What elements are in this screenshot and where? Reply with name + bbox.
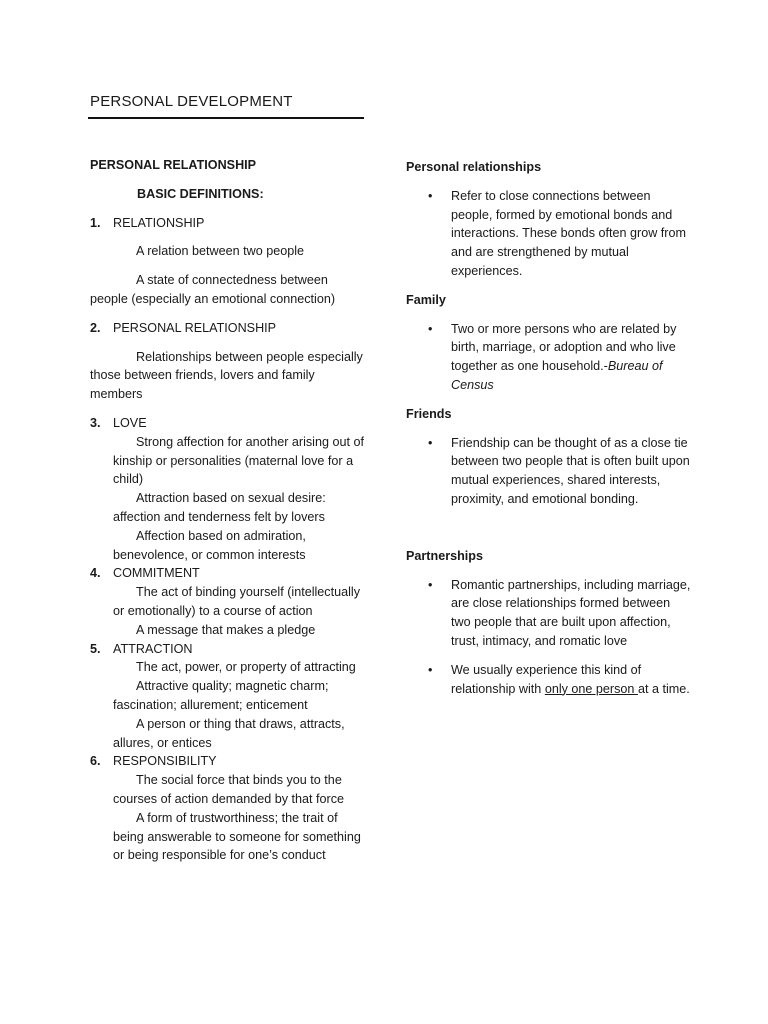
bullet-icon: •: [428, 321, 433, 336]
item-number: 2.: [90, 320, 101, 335]
definition-text: Strong affection for another arising out of kinship or personalities (maternal love for a child): [113, 434, 364, 487]
family-source: Bureau of Census: [451, 359, 663, 392]
definition-item-attraction: [90, 640, 365, 659]
definition-text: The act, power, or property of attracting: [136, 660, 356, 675]
definition-text: Attraction based on sexual desire: affection and tenderness felt by lovers: [113, 491, 326, 524]
family-definition: Two or more persons who are related by birth, marriage, or adoption and who live together as one household.-: [451, 321, 677, 374]
heading-family: Family: [406, 292, 446, 307]
definition-text: Relationships between people especially those between friends, lovers and family members: [90, 349, 363, 402]
definition-text: A state of connectedness between people (especially an emotional connection): [90, 273, 336, 306]
heading-personal-relationships: Personal relationships: [406, 160, 542, 174]
definition-text: Affection based on admiration, benevolence, or common interests: [113, 528, 306, 562]
heading-friends: Friends: [406, 406, 452, 421]
item-term: RESPONSIBILITY: [113, 754, 217, 769]
item-term: ATTRACTION: [113, 641, 193, 656]
definition-item-personal-relationship: [90, 319, 365, 338]
subsection-title: BASIC DEFINITIONS:: [137, 186, 264, 201]
bullet-item: [406, 320, 691, 395]
bullet-text: Refer to close connections between people, formed by emotional bonds and interactions. These bonds often grow from and are strengthened by mutual experiences.: [451, 188, 686, 278]
underlined-phrase: only one person: [544, 681, 638, 696]
bullet-icon: •: [428, 188, 433, 203]
definition-item-responsibility: [90, 752, 365, 771]
definition-text: The social force that binds you to the courses of action demanded by that force: [113, 773, 345, 806]
definition-item-love: [90, 414, 365, 433]
bullet-icon: •: [428, 577, 433, 592]
item-number: 1.: [90, 215, 101, 230]
definition-text: A message that makes a pledge: [136, 622, 316, 637]
bullet-item: [406, 661, 691, 699]
definition-item-relationship: [90, 214, 365, 233]
definitions-column: [90, 156, 365, 865]
bullet-item: [406, 187, 691, 281]
item-number: 6.: [90, 754, 101, 769]
bullet-text: [451, 320, 691, 395]
item-term: LOVE: [113, 415, 147, 430]
bullet-item: [406, 434, 691, 509]
item-term: PERSONAL RELATIONSHIP: [113, 320, 277, 335]
definition-text: The act of binding yourself (intellectually or emotionally) to a course of action: [113, 585, 361, 618]
relationship-types-column: [406, 158, 691, 698]
section-title: PERSONAL RELATIONSHIP: [90, 158, 257, 172]
bullet-text: Friendship can be thought of as a close tie between two people that is often built upon mutual experiences, shared interests, proximity, and emotional bonding.: [451, 435, 690, 506]
bullet-icon: •: [428, 662, 433, 677]
item-number: 4.: [90, 566, 101, 581]
bullet-icon: •: [428, 435, 433, 450]
definition-text: Attractive quality; magnetic charm; fascination; allurement; enticement: [113, 679, 329, 712]
definition-text: A relation between two people: [136, 244, 305, 259]
bullet-text-part: We usually experience this kind of relationship with: [451, 662, 642, 696]
page-title: PERSONAL DEVELOPMENT: [90, 93, 293, 110]
bullet-text-part: at a time.: [637, 681, 690, 696]
bullet-text: [451, 661, 691, 699]
definition-text: A form of trustworthiness; the trait of being answerable to someone for something or being responsible for one’s conduct: [113, 810, 361, 863]
definition-text: A person or thing that draws, attracts, allures, or entices: [113, 716, 345, 750]
definition-item-commitment: [90, 564, 365, 583]
item-number: 5.: [90, 641, 101, 656]
item-term: COMMITMENT: [113, 566, 200, 581]
title-underline: [88, 117, 364, 119]
item-number: 3.: [90, 415, 101, 430]
item-term: RELATIONSHIP: [113, 215, 205, 230]
bullet-text: Romantic partnerships, including marriage, are close relationships formed between two people that are built upon affection, trust, intimacy, and romatic love: [451, 577, 691, 648]
heading-partnerships: Partnerships: [406, 548, 483, 563]
bullet-item: [406, 576, 691, 651]
